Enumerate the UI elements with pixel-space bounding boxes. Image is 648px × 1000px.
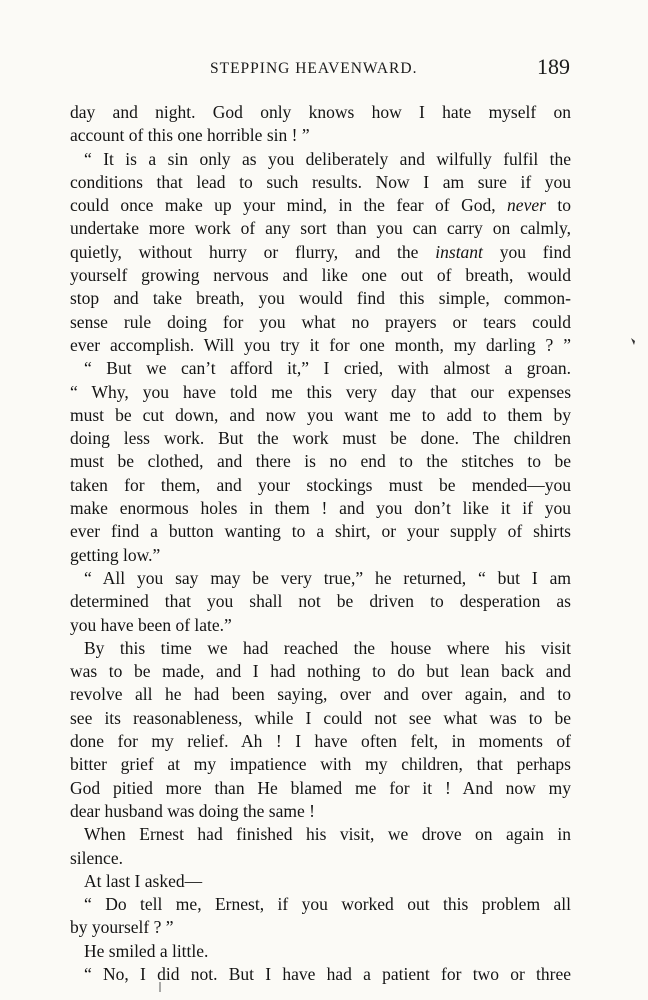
text-line: At last I asked— (84, 870, 203, 891)
text-line: undertake more work of any sort than you can carry on calmly, (70, 218, 571, 239)
text-line: make enormous holes in them ! and you don’t like it if you (70, 498, 571, 519)
text-line: By this time we had reached the house where his visit (84, 637, 571, 658)
text-line: “ Why, you have told me this very day that our expenses (70, 381, 571, 402)
running-title: STEPPING HEAVENWARD. (210, 60, 418, 77)
text-line: He smiled a little. (84, 940, 209, 961)
text-line: “ It is a sin only as you deliberately and wilfully fulfil the (84, 148, 571, 169)
text-line: dear husband was doing the same ! (70, 800, 315, 821)
text-line: ever accomplish. Will you try it for one month, my darling ? ” (70, 334, 571, 355)
text-line: was to be made, and I had nothing to do but lean back and (70, 661, 571, 682)
line-segment: to (545, 195, 571, 216)
margin-speck (631, 338, 635, 345)
italic-word: instant (435, 241, 483, 262)
text-line: sense rule doing for you what no prayers or tears could (70, 311, 571, 332)
italic-word: never (507, 195, 546, 216)
line-segment: quietly, without hurry or flurry, and the (70, 241, 436, 262)
text-line: bitter grief at my impatience with my children, that perhaps (70, 754, 571, 775)
line-segment: could once make up your mind, in the fear of God, (70, 195, 508, 216)
text-line: “ All you say may be very true,” he returned, “ but I am (84, 567, 571, 588)
line-segment: you find (482, 241, 571, 262)
text-line: “ But we can’t afford it,” I cried, with almost a groan. (84, 358, 571, 379)
text-line: conditions that lead to such results. Now I am sure if you (70, 171, 571, 192)
text-line: done for my relief. Ah ! I have often felt, in moments of (70, 731, 571, 752)
text-line: determined that you shall not be driven to desperation as (70, 591, 571, 612)
text-line: day and night. God only knows how I hate myself on (70, 102, 571, 122)
text-line: yourself growing nervous and like one out of breath, would (70, 265, 571, 286)
text-line: When Ernest had finished his visit, we drove on again in (84, 824, 571, 845)
text-line: account of this one horrible sin ! ” (70, 125, 310, 146)
text-line: ever find a button wanting to a shirt, or your supply of shirts (70, 521, 571, 542)
text-line: “ No, I did not. But I have had a patient for two or three (84, 963, 571, 984)
text-line: doing less work. But the work must be done. The children (70, 428, 571, 449)
text-line: taken for them, and your stockings must be mended—you (70, 474, 571, 495)
text-line (70, 241, 571, 264)
text-line: see its reasonableness, while I could not see what was to be (70, 707, 571, 728)
running-head (70, 56, 570, 82)
text-line: “ Do tell me, Ernest, if you worked out this problem all (84, 894, 571, 915)
text-line (70, 194, 571, 217)
text-line: revolve all he had been saying, over and over again, and to (70, 684, 571, 705)
text-line: you have been of late.” (70, 614, 232, 635)
text-line: must be clothed, and there is no end to the stitches to be (70, 451, 571, 472)
text-line: silence. (70, 847, 123, 868)
text-line: must be cut down, and now you want me to add to them by (70, 404, 571, 425)
body-text (70, 101, 571, 986)
text-line: stop and take breath, you would find this simple, common- (70, 288, 571, 309)
page-number: 189 (537, 54, 570, 79)
text-line: God pitied more than He blamed me for it ! And now my (70, 777, 571, 798)
text-line: getting low.” (70, 544, 161, 565)
text-line: by yourself ? ” (70, 917, 174, 938)
